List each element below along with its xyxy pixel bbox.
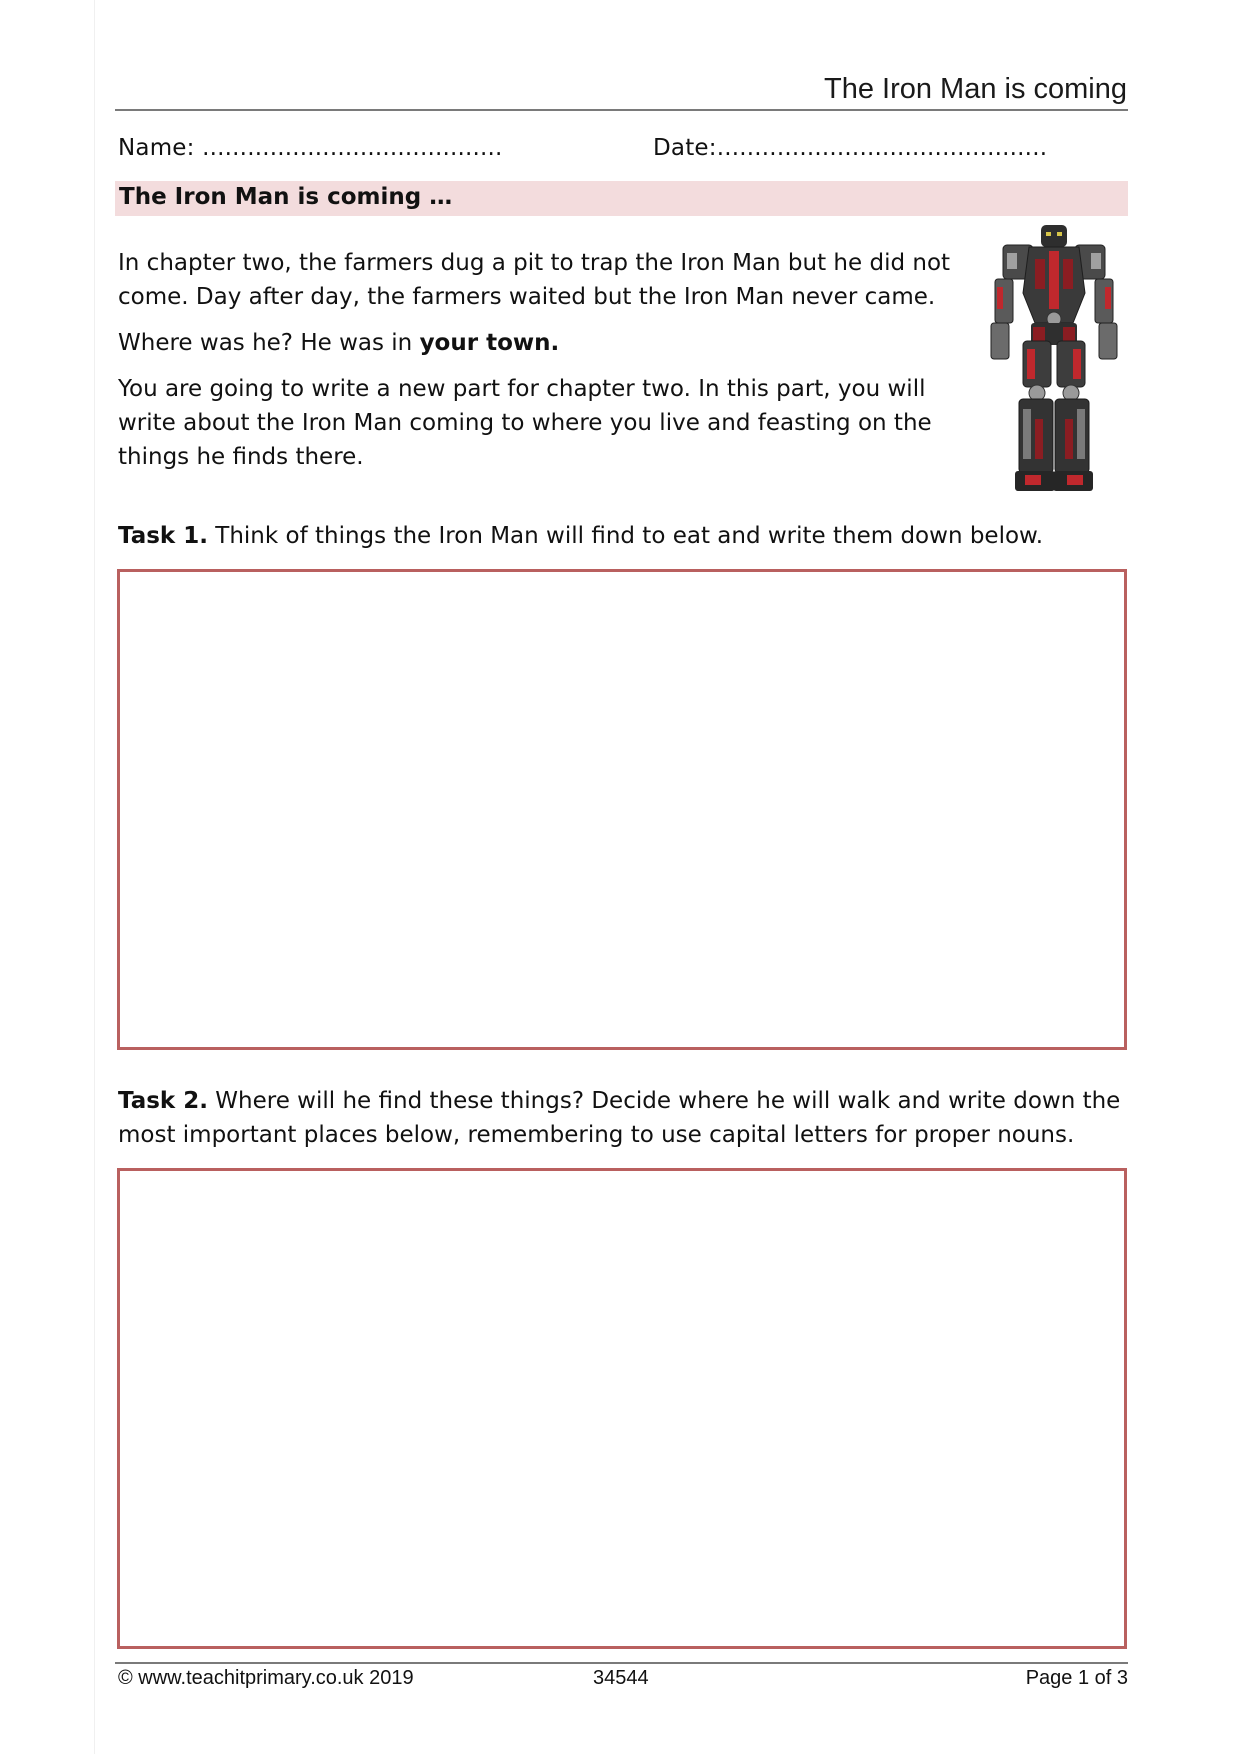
- date-field[interactable]: [653, 135, 1047, 161]
- footer-code: 34544: [593, 1667, 649, 1689]
- name-label: Name:: [118, 135, 195, 161]
- task-1-text: Think of things the Iron Man will find to eat and write them down below.: [207, 523, 1044, 549]
- name-field[interactable]: [118, 135, 503, 161]
- page-edge: [94, 0, 95, 1754]
- header-title: The Iron Man is coming: [823, 73, 1127, 105]
- task-1: [118, 519, 1128, 553]
- task-1-label: Task 1.: [118, 523, 208, 549]
- intro-paragraph-2: [118, 326, 958, 360]
- robot-icon: [985, 223, 1123, 495]
- intro-paragraph-2-text: Where was he? He was in: [118, 330, 420, 356]
- footer-copyright: © www.teachitprimary.co.uk 2019: [118, 1667, 414, 1689]
- task-1-answer-box[interactable]: [117, 569, 1127, 1050]
- task-2-label: Task 2.: [118, 1088, 208, 1114]
- date-dots: ............................................: [716, 135, 1048, 161]
- footer-rule: [115, 1662, 1128, 1664]
- task-2-text: Where will he find these things? Decide where he will walk and write down the most important places below, remembering to use capital letters for proper nouns.: [118, 1088, 1121, 1148]
- section-banner: [115, 181, 1128, 216]
- footer-page-number: Page 1 of 3: [1025, 1667, 1128, 1689]
- section-title: The Iron Man is coming …: [119, 184, 453, 210]
- date-label: Date:: [653, 135, 717, 161]
- task-2: [118, 1084, 1128, 1152]
- intro-paragraph-3: You are going to write a new part for chapter two. In this part, you will write about the Iron Man coming to where you live and feasting on the things he finds there.: [118, 376, 932, 470]
- intro-paragraph-2-emphasis: your town.: [419, 330, 560, 356]
- name-dots: ........................................: [202, 135, 503, 161]
- intro-paragraph-1: In chapter two, the farmers dug a pit to trap the Iron Man but he did not come. Day after day, the farmers waited but the Iron Man never came.: [118, 250, 951, 310]
- task-2-answer-box[interactable]: [117, 1168, 1127, 1649]
- header-rule: [115, 109, 1128, 111]
